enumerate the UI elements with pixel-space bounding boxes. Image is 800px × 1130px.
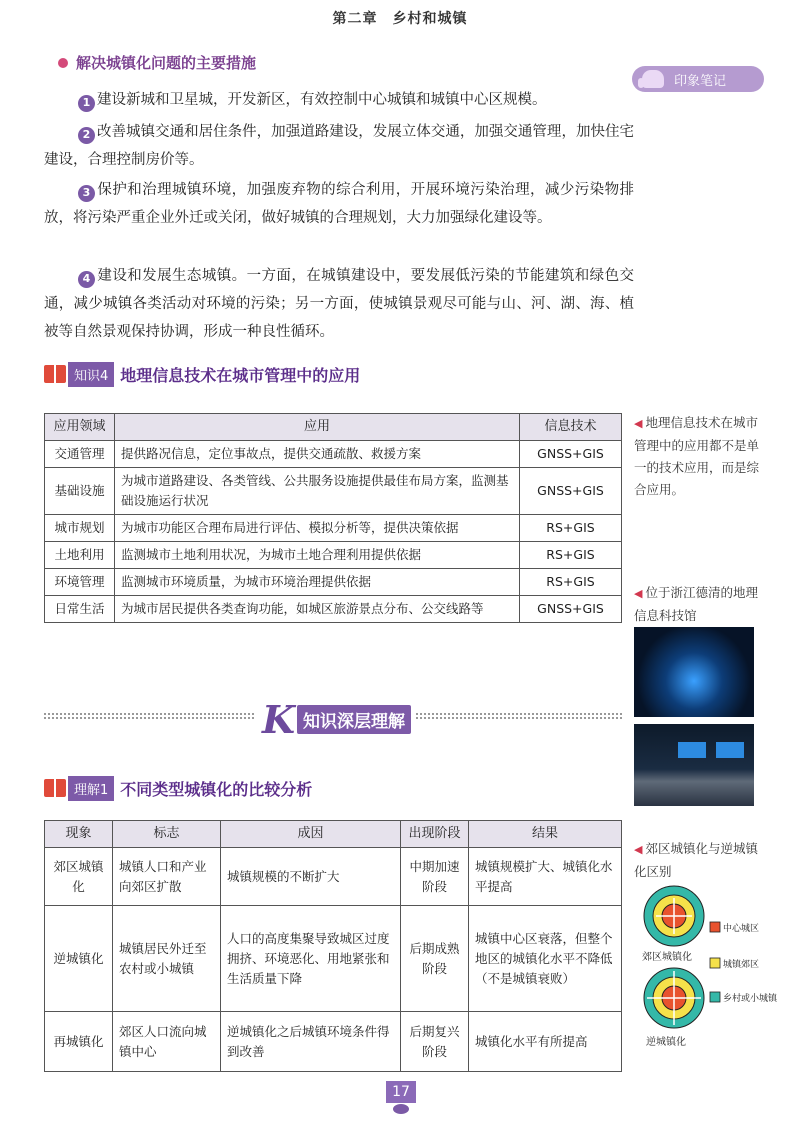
- gis-application-table: [44, 413, 622, 623]
- note-badge: [632, 66, 764, 92]
- cell-field: 环境管理: [45, 569, 115, 596]
- number-badge: 2: [78, 127, 95, 144]
- header-cell: 应用: [115, 414, 520, 441]
- table-row: [45, 468, 622, 515]
- cell-stage: 后期成熟阶段: [401, 906, 469, 1012]
- cell-sign: 郊区人口流向城镇中心: [113, 1012, 221, 1072]
- measure-2: [44, 118, 634, 174]
- dotted-line: [44, 713, 254, 719]
- table-header-row: [45, 821, 622, 848]
- cell-field: 城市规划: [45, 515, 115, 542]
- book-icon: [44, 779, 66, 797]
- header-cell: 成因: [221, 821, 401, 848]
- screen-shape: [716, 742, 744, 758]
- triangle-marker-icon: ◀: [634, 417, 643, 430]
- legend-swatch-suburb: [710, 958, 720, 968]
- label-suburban: 郊区城镇化: [642, 952, 692, 963]
- table-row: [45, 515, 622, 542]
- measure-text: 改善城镇交通和居住条件，加强道路建设，发展立体交通，加强交通管理，加快住宅建设，合理控制房价等。: [44, 124, 634, 168]
- cell-application: 为城市功能区合理布局进行评估、模拟分析等，提供决策依据: [115, 515, 520, 542]
- measure-3: [44, 176, 634, 232]
- triangle-marker-icon: ◀: [634, 587, 643, 600]
- side-note-urbanization: [634, 838, 762, 883]
- cell-technology: RS+GIS: [520, 542, 622, 569]
- cell-sign: 城镇人口和产业向郊区扩散: [113, 848, 221, 906]
- measure-text: 保护和治理城镇环境，加强废弃物的综合利用，开展环境污染治理，减少污染物排放，将污染严重企业外迁或关闭，做好城镇的合理规划，大力加强绿化建设等。: [44, 182, 634, 226]
- measure-4: [44, 262, 634, 346]
- museum-hall-photo: [634, 724, 754, 806]
- understand1-title: 不同类型城镇化的比较分析: [120, 779, 313, 799]
- suburban-diagram: [644, 886, 704, 946]
- knowledge4-tag: 知识4: [68, 362, 114, 387]
- header-cell: 出现阶段: [401, 821, 469, 848]
- knowledge4-title: 地理信息技术在城市管理中的应用: [120, 365, 361, 385]
- header-cell: 信息技术: [520, 414, 622, 441]
- cell-application: 为城市居民提供各类查询功能，如城区旅游景点分布、公交线路等: [115, 596, 520, 623]
- deep-understanding-title: 知识深层理解: [297, 705, 411, 734]
- cell-stage: 后期复兴阶段: [401, 1012, 469, 1072]
- elephant-icon: [642, 70, 664, 88]
- legend-swatch-rural: [710, 992, 720, 1002]
- cell-field: 日常生活: [45, 596, 115, 623]
- k-logo-icon: K: [262, 697, 296, 742]
- cell-result: 城镇化水平有所提高: [469, 1012, 622, 1072]
- cell-technology: RS+GIS: [520, 515, 622, 542]
- chapter-header: 第二章 乡村和城镇: [332, 11, 468, 27]
- cell-cause: 逆城镇化之后城镇环境条件得到改善: [221, 1012, 401, 1072]
- cell-application: 监测城市环境质量，为城市环境治理提供依据: [115, 569, 520, 596]
- cell-field: 土地利用: [45, 542, 115, 569]
- cell-result: 城镇中心区衰落，但整个地区的城镇化水平不降低（不是城镇衰败）: [469, 906, 622, 1012]
- dotted-line: [416, 713, 622, 719]
- number-badge: 3: [78, 185, 95, 202]
- label-counter: 逆城镇化: [646, 1037, 686, 1048]
- bullet-dot-icon: [58, 58, 68, 68]
- section-title-text: 解决城镇化问题的主要措施: [76, 54, 257, 72]
- header-cell: 标志: [113, 821, 221, 848]
- book-icon: [44, 365, 66, 383]
- table-row: [45, 542, 622, 569]
- side-note-text: 地理信息技术在城市管理中的应用都不是单一的技术应用，而是综合应用。: [634, 415, 760, 497]
- deep-understanding-heading: [262, 697, 411, 742]
- cell-stage: 中期加速阶段: [401, 848, 469, 906]
- page-number: 17: [386, 1081, 416, 1103]
- note-badge-label: 印象笔记: [674, 73, 727, 89]
- section-title: [58, 52, 256, 73]
- urbanization-diagram: [634, 882, 778, 1052]
- cell-cause: 城镇规模的不断扩大: [221, 848, 401, 906]
- cell-sign: 城镇居民外迁至农村或小城镇: [113, 906, 221, 1012]
- legend-swatch-center: [710, 922, 720, 932]
- urbanization-comparison-table: [44, 820, 622, 1072]
- measure-text: 建设和发展生态城镇。一方面，在城镇建设中，要发展低污染的节能建筑和绿色交通，减少城镇各类活动对环境的污染；另一方面，使城镇景观尽可能与山、河、湖、海、植被等自然景观保持协调，形成一种良性循环。: [44, 268, 634, 340]
- cell-technology: GNSS+GIS: [520, 468, 622, 515]
- cell-technology: GNSS+GIS: [520, 596, 622, 623]
- cell-field: 基础设施: [45, 468, 115, 515]
- cell-application: 监测城市土地利用状况，为城市土地合理利用提供依据: [115, 542, 520, 569]
- measure-text: 建设新城和卫星城，开发新区，有效控制中心城镇和城镇中心区规模。: [97, 92, 547, 108]
- cell-technology: GNSS+GIS: [520, 441, 622, 468]
- cell-phenomenon: 郊区城镇化: [45, 848, 113, 906]
- cell-technology: RS+GIS: [520, 569, 622, 596]
- screen-shape: [678, 742, 706, 758]
- table-row: [45, 441, 622, 468]
- legend-rural: 乡村或小城镇: [723, 993, 778, 1003]
- understand1-heading: [44, 776, 312, 800]
- measure-1: [44, 86, 634, 114]
- cell-phenomenon: 逆城镇化: [45, 906, 113, 1012]
- legend-center: 中心城区: [723, 923, 760, 933]
- cell-result: 城镇规模扩大、城镇化水平提高: [469, 848, 622, 906]
- bird-icon: [393, 1104, 409, 1114]
- cell-application: 为城市道路建设、各类管线、公共服务设施提供最佳布局方案，监测基础设施运行状况: [115, 468, 520, 515]
- side-note-gis: [634, 412, 762, 501]
- table-row: [45, 1012, 622, 1072]
- table-row: [45, 848, 622, 906]
- counter-diagram: [644, 968, 704, 1028]
- side-note-text: 郊区城镇化与逆城镇化区别: [634, 841, 758, 879]
- museum-globe-photo: [634, 627, 754, 717]
- header-cell: 现象: [45, 821, 113, 848]
- knowledge4-heading: [44, 362, 360, 386]
- header-cell: 结果: [469, 821, 622, 848]
- cell-phenomenon: 再城镇化: [45, 1012, 113, 1072]
- understand1-tag: 理解1: [68, 776, 114, 801]
- table-row: [45, 906, 622, 1012]
- triangle-marker-icon: ◀: [634, 843, 643, 856]
- header-cell: 应用领域: [45, 414, 115, 441]
- table-row: [45, 596, 622, 623]
- number-badge: 4: [78, 271, 95, 288]
- number-badge: 1: [78, 95, 95, 112]
- side-note-text: 位于浙江德清的地理信息科技馆: [634, 585, 758, 623]
- legend-suburb: 城镇郊区: [723, 959, 760, 969]
- cell-application: 提供路况信息，定位事故点，提供交通疏散、救援方案: [115, 441, 520, 468]
- cell-cause: 人口的高度集聚导致城区过度拥挤、环境恶化、用地紧张和生活质量下降: [221, 906, 401, 1012]
- table-header-row: [45, 414, 622, 441]
- cell-field: 交通管理: [45, 441, 115, 468]
- table-row: [45, 569, 622, 596]
- side-note-museum: [634, 582, 762, 627]
